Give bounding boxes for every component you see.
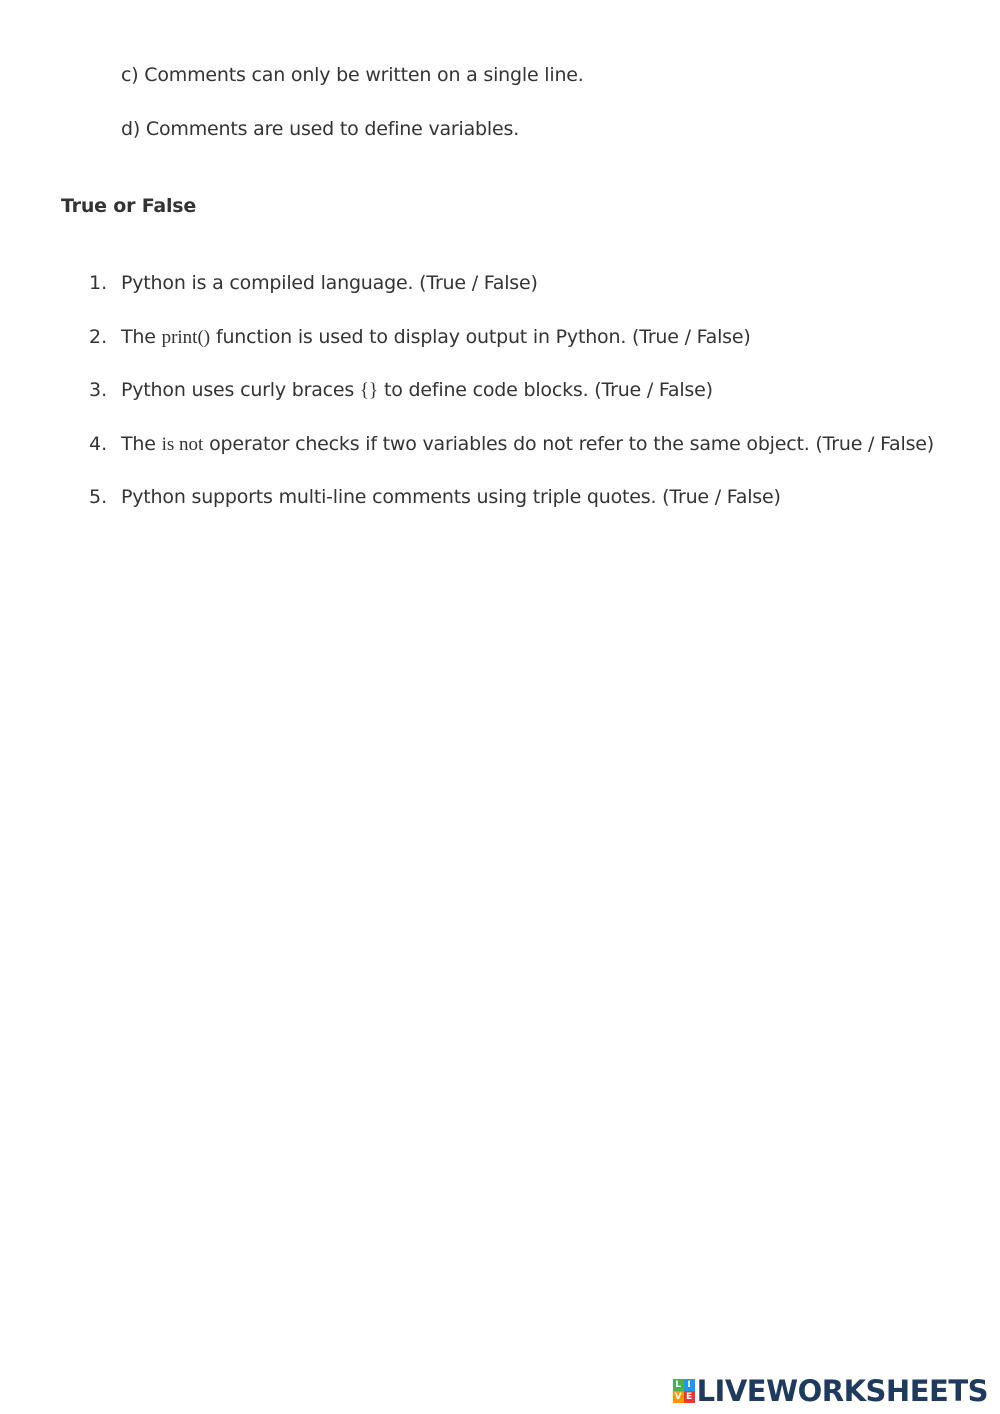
question-text-part: Python supports multi-line comments using triple quotes. (True / False) [121, 486, 781, 508]
question-text-part: operator checks if two variables do not refer to the same object. (True / False) [203, 433, 934, 455]
option-d: d) Comments are used to define variables. [121, 118, 520, 140]
inline-code: {} [359, 380, 379, 401]
item-number: 3. [89, 379, 108, 401]
question-text-part: Python is a compiled language. (True / False) [121, 272, 538, 294]
logo-mark-letter: E [684, 1391, 695, 1403]
section-heading: True or False [61, 195, 197, 217]
item-number: 1. [89, 272, 108, 294]
logo-mark-letter: L [673, 1379, 684, 1391]
question-text-part: to define code blocks. (True / False) [378, 379, 713, 401]
item-number: 4. [89, 433, 108, 455]
item-number: 2. [89, 326, 108, 348]
inline-code: is not [161, 434, 204, 455]
liveworksheets-logo [673, 1374, 988, 1408]
question-text-part: The [121, 433, 162, 455]
question-text-part: Python uses curly braces [121, 379, 360, 401]
question-text [121, 378, 713, 403]
question-text [121, 485, 781, 509]
option-c: c) Comments can only be written on a single line. [121, 64, 584, 86]
question-text-part: The [121, 326, 162, 348]
question-text-part: function is used to display output in Python. (True / False) [210, 326, 751, 348]
logo-text: LIVEWORKSHEETS [696, 1374, 988, 1408]
logo-mark-icon [673, 1379, 695, 1403]
item-number: 5. [89, 486, 108, 508]
logo-mark-letter: V [673, 1391, 684, 1403]
inline-code: print() [161, 327, 211, 348]
question-text [121, 325, 751, 350]
question-text [121, 432, 934, 457]
logo-mark-letter: I [684, 1379, 695, 1391]
question-text [121, 271, 538, 295]
